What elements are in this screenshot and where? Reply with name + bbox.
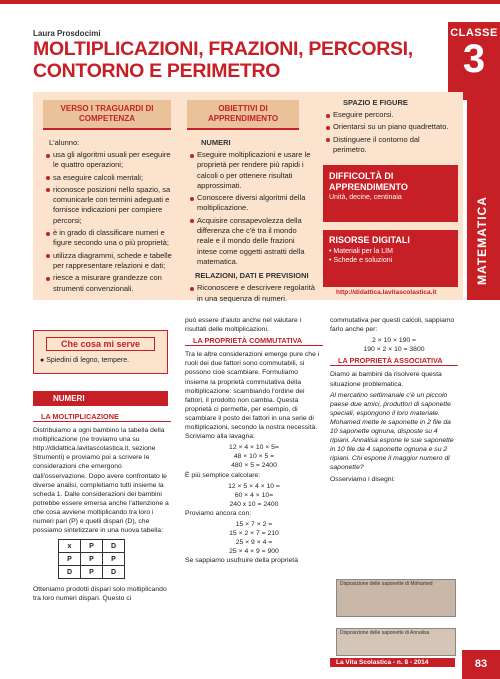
- risorse-title: RISORSE DIGITALI: [329, 235, 410, 245]
- numeri-label: NUMERI: [201, 138, 231, 147]
- list-item: Riconoscere e descrivere regolarità in una sequenza di numeri.: [189, 283, 315, 304]
- column-2: [185, 316, 323, 567]
- spazio-heading: SPAZIO E FIGURE: [343, 98, 408, 107]
- spazio-column: [321, 92, 461, 157]
- parity-table: [58, 539, 125, 579]
- classe-badge: [448, 22, 500, 100]
- difficolta-title: DIFFICOLTÀ DI APPRENDIMENTO: [329, 171, 408, 192]
- difficolta-box: [323, 165, 458, 222]
- equation: 2 × 10 × 190 =: [371, 337, 417, 345]
- list-item: Orientarsi su un piano quadrettato.: [325, 122, 455, 132]
- mohamed-soap-image: [336, 579, 456, 617]
- image-caption: Disposizione delle saponette di Mohamed: [340, 581, 433, 587]
- table-cell: P: [81, 553, 103, 566]
- serve-item-text: Spiedini di legno, tempere.: [46, 357, 130, 364]
- section-subtitle: LA PROPRIETÀ ASSOCIATIVA: [330, 356, 458, 366]
- list-item: Conoscere diversi algoritmi della moltiplicazione.: [189, 193, 315, 214]
- image-caption: Disposizione delle saponette di Annalisa: [340, 630, 430, 636]
- list-item: usa gli algoritmi usuali per eseguire le quattro operazioni;: [45, 150, 173, 171]
- table-cell: P: [59, 553, 81, 566]
- relazioni-label: RELAZIONI, DATI E PREVISIONI: [195, 271, 309, 281]
- risorse-item: • Materiali per la LIM: [329, 248, 393, 255]
- paragraph: Tra le altre considerazioni emerge pure che i ruoli dei due fattori sono commutabili, si possono cioè scambiare. Formuliamo insieme la proprietà commutativa della moltiplicazione: scambiando l'ordine dei fattori, il prodotto non cambia. Questa proprietà ci permette, per esempio, di scambiare il posto dei fattori in una serie di moltiplicazioni, secondo la nostra necessità. Scriviamo alla lavagna:: [185, 351, 320, 441]
- side-tab: [467, 100, 500, 300]
- serve-heading: Che cosa mi serve: [46, 337, 155, 351]
- equation: 480 × 5 = 2400: [231, 462, 277, 470]
- classe-label: CLASSE: [450, 27, 498, 39]
- risorse-item: • Schede e soluzioni: [329, 256, 393, 264]
- paragraph: Diamo ai bambini da risolvere questa situazione problematica.: [330, 371, 442, 388]
- equation: 15 × 2 × 7 = 210: [229, 530, 279, 538]
- equation: 12 × 5 × 4 × 10 =: [228, 482, 280, 490]
- paragraph: È più semplice calcolare:: [185, 471, 261, 479]
- list-item: Eseguire percorsi.: [325, 110, 455, 120]
- side-label: MATEMATICA: [475, 196, 489, 285]
- equation: 48 × 10 × 5 =: [233, 453, 275, 461]
- column-3: [330, 316, 458, 486]
- risorse-item-text: Materiali per la LIM: [333, 248, 393, 255]
- equation: 15 × 7 × 2 =: [235, 520, 273, 528]
- table-cell: P: [81, 540, 103, 553]
- equation: 60 × 4 × 10=: [234, 491, 274, 499]
- resources-link[interactable]: http://didattica.lavitascolastica.it: [336, 289, 437, 296]
- table-cell: x: [59, 540, 81, 553]
- paragraph: Proviamo ancora con:: [185, 509, 252, 517]
- paragraph: può essere d'aiuto anche nel valutare i risultati delle moltiplicazioni.: [185, 317, 302, 334]
- risorse-item-text: Schede e soluzioni: [333, 256, 393, 264]
- risorse-box: [323, 230, 458, 287]
- page-number: 83: [462, 650, 500, 679]
- numeri-heading: NUMERI: [33, 391, 168, 406]
- equation: 190 × 2 × 10 = 3800: [363, 346, 425, 354]
- table-cell: D: [103, 540, 125, 553]
- list-item: riconosce posizioni nello spazio, sa comunicarle con termini adeguati e fornisce indicazioni per compiere percorsi;: [45, 185, 173, 226]
- list-item: Acquisire consapevolezza della differenza che c'è tra il mondo reale e il mondo delle frazioni intese come oggetti astratti della matematica.: [189, 216, 315, 267]
- paragraph: Al mercatino settimanale c'è un piccolo paese due amici, produttori di saponette speciali, espongono il loro materiale. Mohamed mette le saponette in 2 file da 10 saponette ognuna, disposte su 4 ripiani. Annalisa espone le sue saponette in 10 file da 4 saponette ognuna e su 2 ripiani. Chi espone il maggior numero di saponette?: [330, 391, 454, 472]
- section-subtitle: LA MOLTIPLICAZIONE: [33, 412, 171, 422]
- annalisa-soap-image: [336, 628, 456, 656]
- list-item: riesce a misurare grandezze con strumenti convenzionali.: [45, 273, 173, 294]
- list-item: sa eseguire calcoli mentali;: [45, 173, 173, 183]
- equation: 25 × 4 × 9 = 900: [229, 548, 279, 556]
- traguardi-heading: VERSO I TRAGUARDI DI COMPETENZA: [43, 100, 171, 130]
- paragraph: Distribuiamo a ogni bambino la tabella della moltiplicazione (ne troviamo una su http://didattica.lavitascolastica.it, sezione Strumenti) e proviamo poi a scrivere le considerazioni che emergono dall'osservazione. Dopo avere confrontato le diverse analisi, completiamo tutti insieme la scheda 1. Dalle considerazioni dei bambini potrebbe essere emersa anche l'attenzione a che cosa avviene moltiplicando tra loro i numeri pari (P) e quelli dispari (D), che possiamo sintetizzare in una nuova tabella:: [33, 427, 169, 535]
- equation: 240 x 10 = 2400: [229, 500, 279, 508]
- traguardi-list: [33, 150, 181, 294]
- table-cell: P: [103, 553, 125, 566]
- paragraph: Osserviamo i disegni:: [330, 475, 395, 483]
- list-item: utilizza diagrammi, schede e tabelle per rappresentare relazioni e dati;: [45, 251, 173, 272]
- equation: 25 × 9 × 4 =: [235, 539, 273, 547]
- difficolta-sub: Unità, decine, centinaia: [329, 194, 402, 201]
- equation: 12 × 4 × 10 × 5=: [229, 444, 279, 452]
- author: Laura Prosdocimi: [33, 29, 101, 38]
- spazio-list: [321, 110, 461, 155]
- section-subtitle: LA PROPRIETÀ COMMUTATIVA: [185, 336, 323, 346]
- paragraph: commutativa per questi calcoli, sappiamo farlo anche per:: [330, 317, 455, 334]
- list-item: è in grado di classificare numeri e figure secondo una o più proprietà;: [45, 228, 173, 249]
- table-cell: D: [59, 566, 81, 579]
- serve-item: ● Spiedini di legno, tempere.: [40, 357, 130, 364]
- serve-box: [33, 330, 168, 374]
- obiettivi-heading: OBIETTIVI DI APPRENDIMENTO: [187, 100, 299, 130]
- column-1: [33, 410, 171, 605]
- list-item: Distinguere il contorno dal perimetro.: [325, 135, 455, 156]
- obiettivi-column: [183, 92, 319, 306]
- classe-number: 3: [462, 37, 486, 81]
- table-cell: P: [81, 566, 103, 579]
- paragraph: Se sappiamo usufruire della proprietà: [185, 557, 298, 565]
- relazioni-list: [183, 283, 319, 304]
- magazine-footer: La Vita Scolastica - n. 8 - 2014: [330, 658, 455, 667]
- traguardi-intro: L'alunno:: [49, 138, 80, 147]
- list-item: Eseguire moltiplicazioni e usare le proprietà per rendere più rapidi i calcoli o per ottenere risultati approssimati.: [189, 150, 315, 191]
- table-cell: D: [103, 566, 125, 579]
- traguardi-column: [33, 92, 181, 296]
- top-bar: [0, 0, 500, 4]
- obiettivi-list: [183, 150, 319, 267]
- paragraph: Otteniamo prodotti dispari solo moltiplicando tra loro numeri dispari. Questo ci: [33, 586, 167, 603]
- page-title: MOLTIPLICAZIONI, FRAZIONI, PERCORSI, CONTORNO E PERIMETRO: [33, 38, 413, 82]
